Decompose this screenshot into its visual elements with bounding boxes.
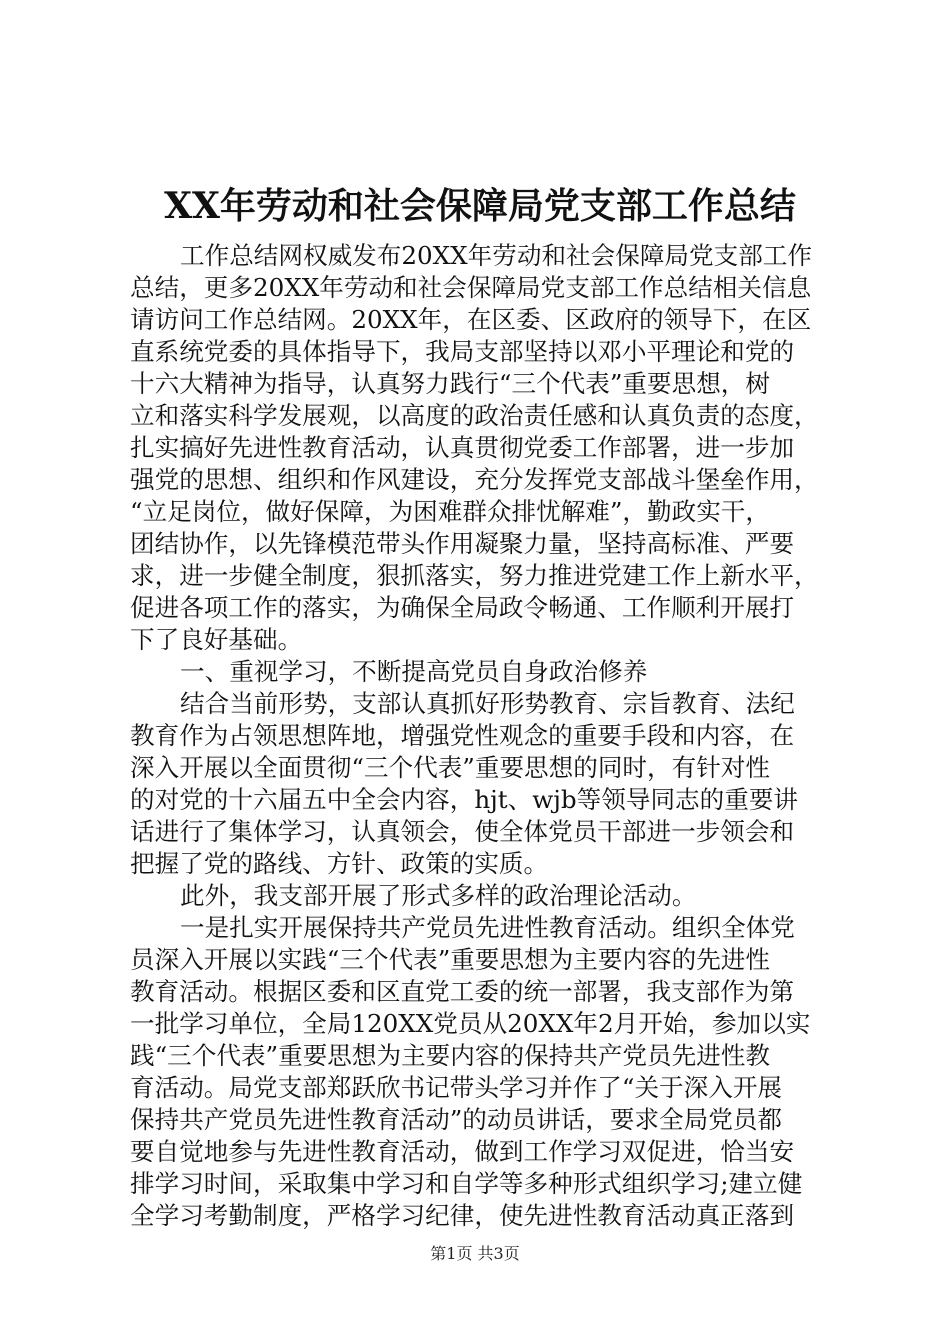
text-line: 深入开展以全面贯彻“三个代表”重要思想的同时，有针对性: [130, 753, 770, 782]
text-line: 把握了党的路线、方针、政策的实质。: [130, 849, 549, 878]
text-line: 教育活动。根据区委和区直党工委的统一部署，我支部作为第: [130, 977, 795, 1006]
text-line: 教育作为占领思想阵地，增强党性观念的重要手段和内容，在: [130, 721, 795, 750]
text-line: 直系统党委的具体指导下，我局支部坚持以邓小平理论和党的: [130, 337, 795, 366]
text-line: 结合当前形势，支部认真抓好形势教育、宗旨教育、法纪: [180, 689, 795, 718]
text-line: 求，进一步健全制度，狠抓落实，努力推进党建工作上新水平，: [130, 561, 819, 590]
text-line: 话进行了集体学习，认真领会，使全体党员干部进一步领会和: [130, 817, 795, 846]
text-line: 促进各项工作的落实，为确保全局政令畅通、工作顺利开展打: [130, 593, 795, 622]
text-line: 工作总结网权威发布20XX年劳动和社会保障局党支部工作: [180, 241, 812, 270]
section-heading: 一、重视学习，不断提高党员自身政治修养: [180, 657, 648, 686]
text-line: 下了良好基础。: [130, 625, 303, 654]
text-line: 此外，我支部开展了形式多样的政治理论活动。: [180, 881, 697, 910]
text-line: 团结协作，以先锋模范带头作用凝聚力量，坚持高标准、严要: [130, 529, 795, 558]
text-line: 的对党的十六届五中全会内容，hjt、wjb等领导同志的重要讲: [130, 785, 799, 814]
text-line: 育活动。局党支部郑跃欣书记带头学习并作了“关于深入开展: [130, 1073, 783, 1102]
text-line: 员深入开展以实践“三个代表”重要思想为主要内容的先进性: [130, 945, 770, 974]
document-title: XX年劳动和社会保障局党支部工作总结: [164, 185, 796, 227]
text-line: 总结，更多20XX年劳动和社会保障局党支部工作总结相关信息: [130, 273, 812, 302]
text-line: 全学习考勤制度，严格学习纪律，使先进性教育活动真正落到: [130, 1201, 795, 1230]
text-line: 一是扎实开展保持共产党员先进性教育活动。组织全体党: [180, 913, 795, 942]
text-line: 十六大精神为指导，认真努力践行“三个代表”重要思想，树: [130, 369, 770, 398]
page-footer: 第1页 共3页: [430, 1244, 520, 1263]
text-line: “立足岗位，做好保障，为困难群众排忧解难”，勤政实干，: [130, 497, 770, 526]
text-line: 请访问工作总结网。20XX年，在区委、区政府的领导下，在区: [130, 305, 812, 334]
text-line: 一批学习单位，全局120XX党员从20XX年2月开始，参加以实: [130, 1009, 811, 1038]
text-line: 践“三个代表”重要思想为主要内容的保持共产党员先进性教: [130, 1041, 770, 1070]
text-line: 扎实搞好先进性教育活动，认真贯彻党委工作部署，进一步加: [130, 433, 795, 462]
text-line: 排学习时间，采取集中学习和自学等多种形式组织学习;建立健: [130, 1169, 803, 1198]
document-body: [130, 240, 830, 1232]
text-line: 保持共产党员先进性教育活动”的动员讲话，要求全局党员都: [130, 1105, 783, 1134]
text-line: 强党的思想、组织和作风建设，充分发挥党支部战斗堡垒作用，: [130, 465, 819, 494]
text-line: 要自觉地参与先进性教育活动，做到工作学习双促进，恰当安: [130, 1137, 795, 1166]
text-line: 立和落实科学发展观，以高度的政治责任感和认真负责的态度，: [130, 401, 819, 430]
